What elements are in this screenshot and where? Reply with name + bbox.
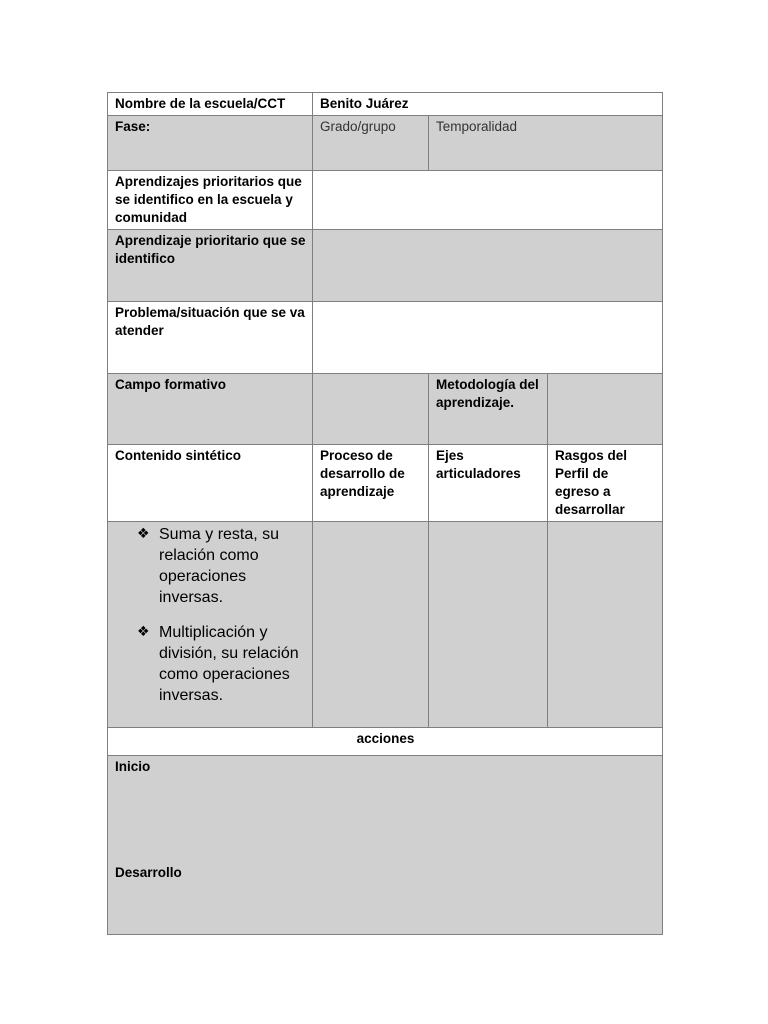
acciones-body xyxy=(108,756,663,935)
ejes-value xyxy=(429,522,548,728)
contents-cell xyxy=(108,522,313,728)
diamond-bullet-icon: ❖ xyxy=(137,624,150,640)
fase-label: Fase: xyxy=(108,116,313,171)
aprendizaje-value xyxy=(313,230,663,302)
campo-value xyxy=(313,374,429,445)
school-label: Nombre de la escuela/CCT xyxy=(108,93,313,116)
planning-table xyxy=(107,92,663,935)
proceso-value xyxy=(313,522,429,728)
desarrollo-label: Desarrollo xyxy=(115,865,182,880)
metodologia-value xyxy=(548,374,663,445)
aprendizajes-value xyxy=(313,171,663,230)
acciones-header: acciones xyxy=(108,728,663,756)
rasgos-label: Rasgos del Perfil de egreso a desarrollar xyxy=(548,445,663,522)
contenido-label: Contenido sintético xyxy=(108,445,313,522)
content-item-text: Suma y resta, su relación como operaciones inversas. xyxy=(159,526,280,606)
aprendizajes-label: Aprendizajes prioritarios que se identifico en la escuela y comunidad xyxy=(108,171,313,230)
aprendizaje-label: Aprendizaje prioritario que se identifico xyxy=(108,230,313,302)
proceso-label: Proceso de desarrollo de aprendizaje xyxy=(313,445,429,522)
problema-label: Problema/situación que se va atender xyxy=(108,302,313,374)
temporalidad-cell: Temporalidad xyxy=(429,116,663,171)
list-item xyxy=(137,524,306,608)
list-item xyxy=(137,622,306,706)
inicio-label: Inicio xyxy=(115,759,151,774)
metodologia-label: Metodología del aprendizaje. xyxy=(429,374,548,445)
campo-label: Campo formativo xyxy=(108,374,313,445)
problema-value xyxy=(313,302,663,374)
content-item-text: Multiplicación y división, su relación como operaciones inversas. xyxy=(159,624,299,704)
contents-list xyxy=(115,524,306,706)
ejes-label: Ejes articuladores xyxy=(429,445,548,522)
grado-grupo-cell: Grado/grupo xyxy=(313,116,429,171)
school-value: Benito Juárez xyxy=(313,93,663,116)
rasgos-value xyxy=(548,522,663,728)
diamond-bullet-icon: ❖ xyxy=(137,526,150,542)
